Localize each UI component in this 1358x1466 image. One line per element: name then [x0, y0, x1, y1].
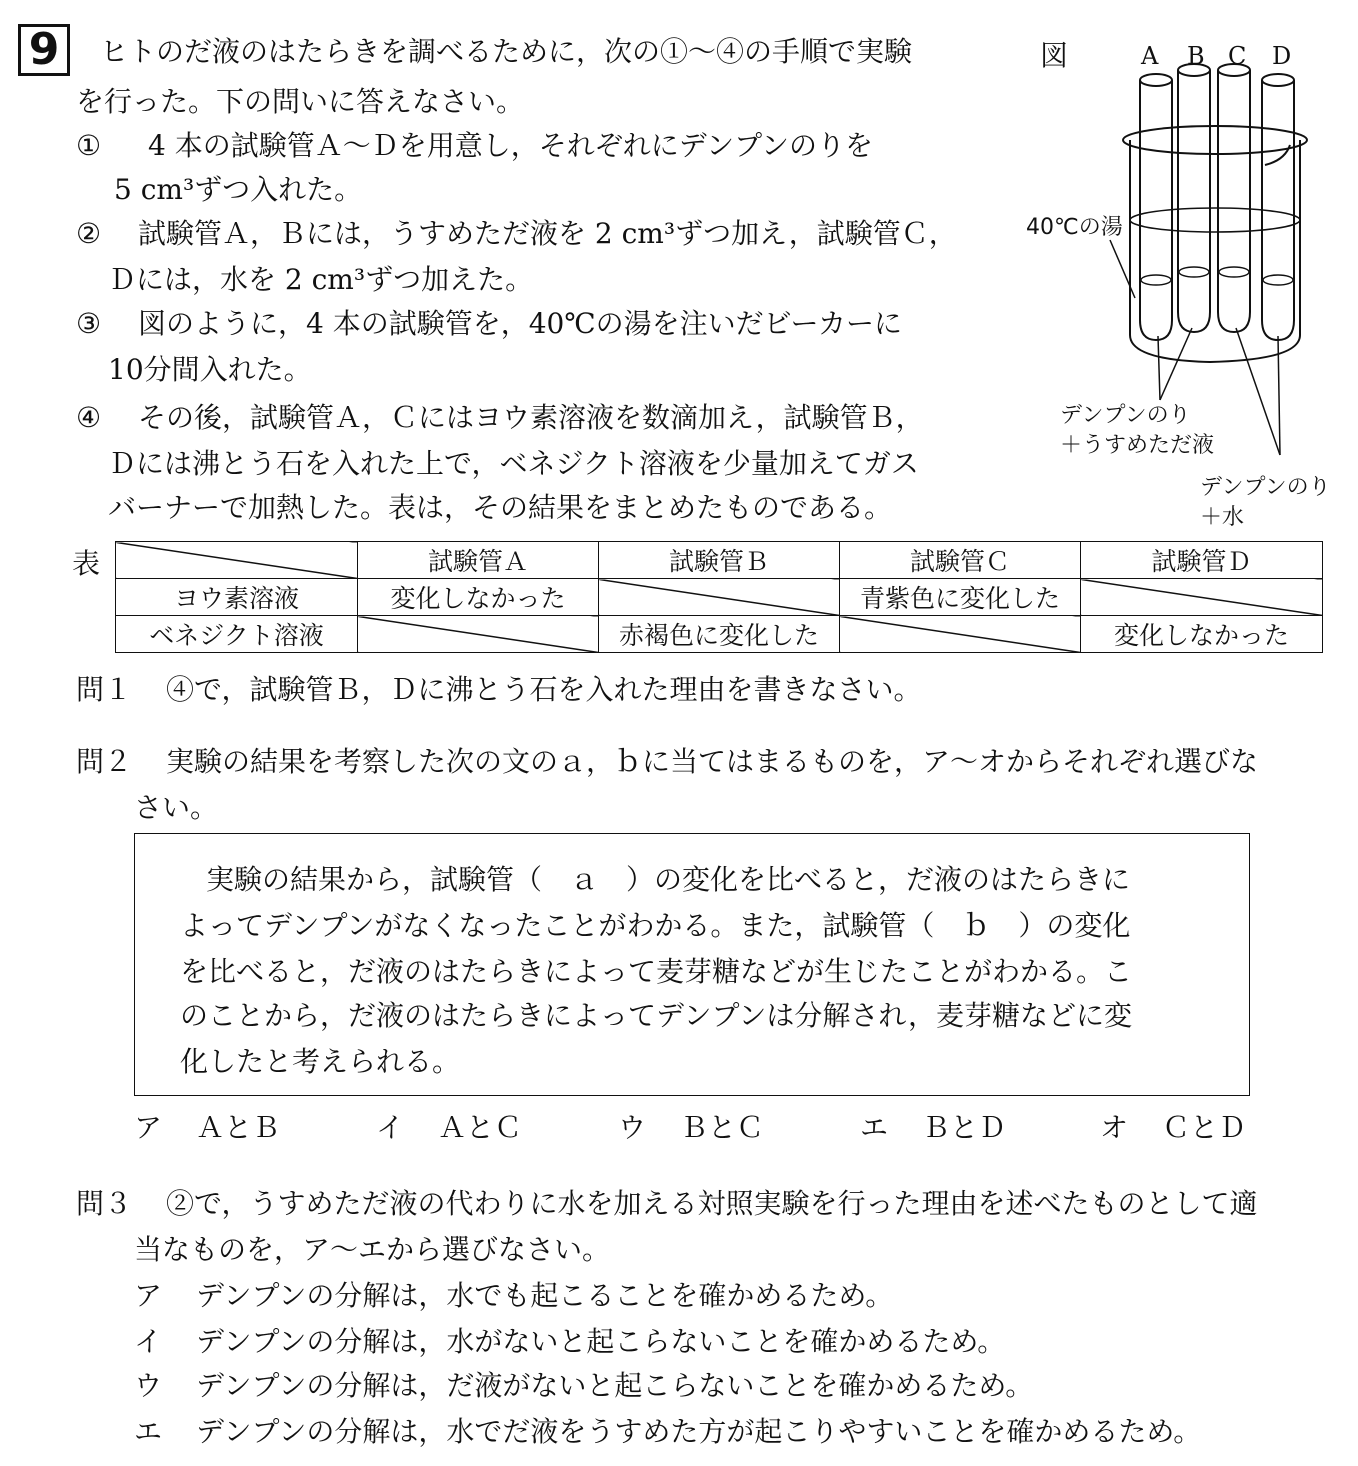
q1-number: 問１ [76, 673, 133, 706]
q2-choice-mark-i: イ [376, 1111, 405, 1144]
step-4-line-1: その後，試験管Ａ，Ｃにはヨウ素溶液を数滴加え，試験管Ｂ， [138, 401, 924, 434]
cell-benedict-A [358, 616, 599, 653]
q2-number: 問２ [76, 745, 133, 778]
step-3-number: ③ [76, 307, 102, 340]
step-4-line-3: バーナーで加熱した。表は，その結果をまとめたものである。 [108, 491, 893, 524]
q2-passage-line-2: よってデンプンがなくなったことがわかる。また，試験管（ ｂ ）の変化 [180, 909, 1131, 942]
q3-choice-mark-u: ウ [134, 1369, 163, 1402]
q2-choice-mark-u: ウ [618, 1111, 647, 1144]
intro-line-2: を行った。下の問いに答えなさい。 [76, 85, 525, 118]
q3-choice-text-u: デンプンの分解は，だ液がないと起こらないことを確かめるため。 [196, 1369, 1034, 1402]
cell-iodine-C: 青紫色に変化した [840, 579, 1081, 616]
table-label: 表 [72, 547, 101, 580]
step-1-line-2: 5 cm³ずつ入れた。 [114, 173, 363, 206]
water-leader-line [1110, 240, 1135, 298]
step-3-line-2: 10分間入れた。 [108, 353, 312, 386]
table-row [116, 579, 1323, 616]
test-tube-D [1262, 74, 1294, 340]
test-tube-A [1140, 74, 1172, 340]
water-label-2: ＋水 [1200, 505, 1245, 530]
q3-choice-text-i: デンプンの分解は，水がないと起こらないことを確かめるため。 [196, 1325, 1006, 1358]
water-leader-line-C [1236, 328, 1280, 455]
tube-label-A: A [1141, 42, 1159, 70]
row-label-iodine: ヨウ素溶液 [116, 579, 358, 616]
step-3-line-1: 図のように，4 本の試験管を，40℃の湯を注いだビーカーに [138, 307, 902, 340]
q2-passage-line-3: を比べると，だ液のはたらきによって麦芽糖などが生じたことがわかる。こ [180, 955, 1133, 988]
beaker-outline [1130, 140, 1300, 362]
q2-passage-line-4: のことから，だ液のはたらきによってデンプンは分解され，麦芽糖などに変 [180, 999, 1133, 1032]
saliva-label-2: ＋うすめただ液 [1060, 433, 1215, 458]
step-1-number: ① [76, 129, 102, 162]
q1-text: ④で，試験管Ｂ，Ｄに沸とう石を入れた理由を書きなさい。 [166, 673, 922, 706]
q2-line-2: さい。 [134, 791, 219, 824]
table-row [116, 616, 1323, 653]
tube-label-B: B [1187, 42, 1205, 70]
q3-choice-text-a: デンプンの分解は，水でも起こることを確かめるため。 [196, 1279, 894, 1312]
step-4-number: ④ [76, 401, 102, 434]
tube-label-D: D [1272, 42, 1292, 70]
step-1-line-1: 4 本の試験管Ａ〜Ｄを用意し，それぞれにデンプンのりを [148, 129, 874, 162]
table-header-A: 試験管Ａ [358, 542, 599, 579]
q2-choice-text-i: ＡとＣ [438, 1111, 523, 1144]
saliva-label-1: デンプンのり [1060, 403, 1191, 428]
cell-benedict-B: 赤褐色に変化した [599, 616, 840, 653]
question-number-box: 9 [18, 24, 70, 76]
q2-choice-mark-e: エ [860, 1111, 889, 1144]
q2-passage-line-1: 実験の結果から，試験管（ ａ ）の変化を比べると，だ液のはたらきに [206, 863, 1131, 896]
step-4-line-2: Ｄには沸とう石を入れた上で，ベネジクト溶液を少量加えてガス [108, 447, 919, 480]
q2-line-1: 実験の結果を考察した次の文のａ，ｂに当てはまるものを，ア〜オからそれぞれ選びな [166, 745, 1259, 778]
water-label-1: デンプンのり [1200, 475, 1331, 500]
test-tube-C [1218, 64, 1250, 332]
table-header-D: 試験管Ｄ [1081, 542, 1323, 579]
test-tube-B [1178, 64, 1210, 332]
q2-choice-text-e: ＢとＤ [922, 1111, 1007, 1144]
q3-choice-mark-a: ア [134, 1279, 163, 1312]
q2-choice-text-a: ＡとＢ [196, 1111, 281, 1144]
q3-line-2: 当なものを，ア〜エから選びなさい。 [134, 1233, 611, 1266]
q3-number: 問３ [76, 1187, 133, 1220]
table-header-B: 試験管Ｂ [599, 542, 840, 579]
cell-iodine-B [599, 579, 840, 616]
q2-choice-mark-o: オ [1100, 1111, 1129, 1144]
step-2-number: ② [76, 217, 102, 250]
q2-passage-line-5: 化したと考えられる。 [180, 1045, 461, 1078]
tube-label-C: C [1228, 42, 1247, 70]
table-header-row [116, 542, 1323, 579]
q3-choice-mark-e: エ [134, 1415, 163, 1448]
saliva-leader-line-A [1158, 336, 1160, 400]
cell-iodine-A: 変化しなかった [358, 579, 599, 616]
intro-line-1: ヒトのだ液のはたらきを調べるために，次の①〜④の手順で実験 [100, 35, 913, 68]
cell-iodine-D [1081, 579, 1323, 616]
row-label-benedict: ベネジクト溶液 [116, 616, 358, 653]
step-2-line-2: Ｄには，水を 2 cm³ずつ加えた。 [108, 263, 534, 296]
q2-choice-text-u: ＢとＣ [680, 1111, 765, 1144]
figure-label: 図 [1040, 39, 1069, 72]
results-table [115, 541, 1323, 653]
cell-benedict-D: 変化しなかった [1081, 616, 1323, 653]
q3-line-1: ②で，うすめただ液の代わりに水を加える対照実験を行った理由を述べたものとして適 [166, 1187, 1258, 1220]
cell-benedict-C [840, 616, 1081, 653]
table-corner-cell [116, 542, 358, 579]
q2-choice-text-o: ＣとＤ [1162, 1111, 1247, 1144]
step-2-line-1: 試験管Ａ，Ｂには，うすめただ液を 2 cm³ずつ加え，試験管Ｃ， [138, 217, 957, 250]
table-header-C: 試験管Ｃ [840, 542, 1081, 579]
q3-choice-text-e: デンプンの分解は，水でだ液をうすめた方が起こりやすいことを確かめるため。 [196, 1415, 1202, 1448]
q2-choice-mark-a: ア [134, 1111, 163, 1144]
q3-choice-mark-i: イ [134, 1325, 163, 1358]
water-temperature-label: 40℃の湯 [1026, 215, 1123, 240]
water-surface [1130, 208, 1300, 232]
beaker-rim [1123, 126, 1307, 154]
